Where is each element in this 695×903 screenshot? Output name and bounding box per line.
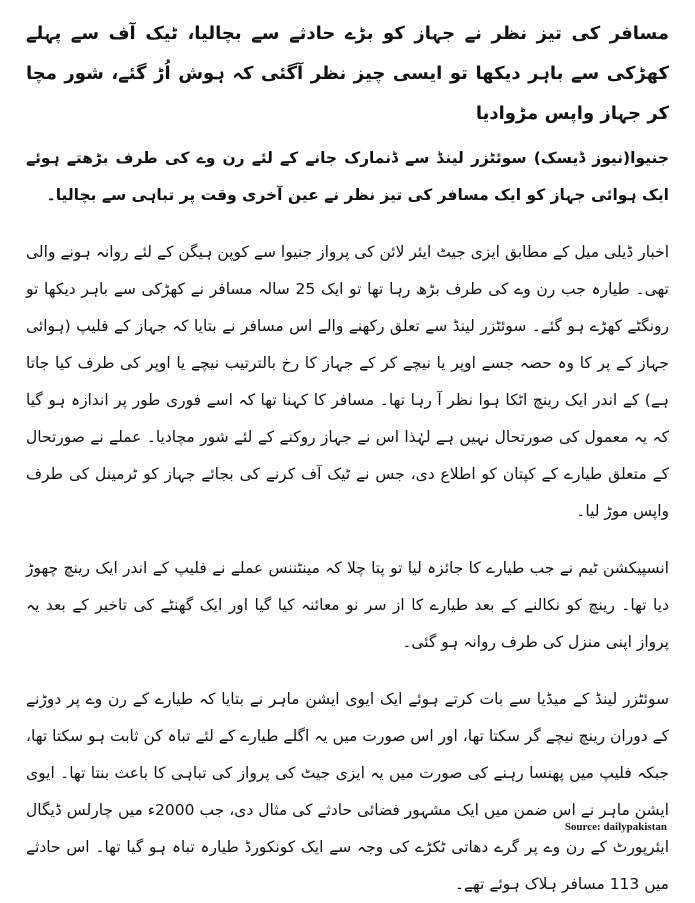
article-paragraph-1: اخبار ڈیلی میل کے مطابق ایزی جیٹ ایئر لائن کی پرواز جنیوا سے کوپن ہیگن کے لئے روانہ ہونے والی تھی۔ طیارہ جب رن وے کی طرف بڑھ رہا تھا تو ایک 25 سالہ مسافر نے کھڑکی سے باہر دیکھا تو رونگٹے کھڑے ہو گئے۔ سوئٹزر لینڈ سے تعلق رکھنے والے اس مسافر نے بتایا کہ جہاز کے فلیپ (ہوائی جہاز کے پر کا وہ حصہ جسے اوپر یا نیچے کر کے جہاز کا رخ بالترتیب نیچے یا اوپر کی طرف کیا جاتا ہے) کے اندر ایک رینچ اٹکا ہوا نظر آ رہا تھا۔ مسافر کا کہنا تھا کہ اسے فوری طور پر اندازہ ہو گیا کہ یہ معمول کی صورتحال نہیں ہے لہٰذا اس نے جہاز روکنے کے لئے شور مچادیا۔ عملے نے صورتحال کے متعلق طیارے کے کپتان کو اطلاع دی، جس نے ٹیک آف کرنے کی بجائے جہاز کو ٹرمینل کی طرف واپس موڑ لیا۔ [26, 243, 669, 520]
source-credit: Source: dailypakistan [564, 821, 667, 833]
article-paragraph-2: انسپیکشن ٹیم نے جب طیارے کا جائزہ لیا تو پتا چلا کہ مینٹننس عملے نے فلیپ کے اندر ایک رینچ چھوڑ دیا تھا۔ رینچ کو نکالنے کے بعد طیارے کا از سر نو معائنہ کیا گیا اور ایک گھنٹے کی تاخیر کے بعد یہ پرواز اپنی منزل کی طرف روانہ ہو گئی۔ [26, 559, 669, 651]
article-headline: مسافر کی تیز نظر نے جہاز کو بڑے حادثے سے بچالیا، ٹیک آف سے پہلے کھڑکی سے باہر دیکھا تو ایسی چیز نظر آگئی کہ ہوش اُڑ گئے، شور مچا کر جہاز واپس مڑوادیا [26, 23, 669, 124]
article-lead: جنیوا(نیوز ڈیسک) سوئٹزر لینڈ سے ڈنمارک جانے کے لئے رن وے کی طرف بڑھتے ہوئے ایک ہوائی جہاز کو ایک مسافر کی تیز نظر نے عین آخری وقت پر تباہی سے بچالیا۔ [26, 149, 669, 204]
article-paragraph-3: سوئٹزر لینڈ کے میڈیا سے بات کرتے ہوئے ایک ایوی ایشن ماہر نے بتایا کہ طیارے کے رن وے پر دوڑنے کے دوران رینچ نیچے گر سکتا تھا، اور اس صورت میں یہ اگلے طیارے کے لئے تباہ کن ثابت ہو سکتا تھا، جبکہ فلیپ میں پھنسا رہنے کی صورت میں یہ ایزی جیٹ کی پرواز کی تباہی کا باعث بنتا تھا۔ ایوی ایشن ماہر نے اس ضمن میں ایک مشہور فضائی حادثے کی مثال دی، جب 2000ء میں چارلس ڈیگال ایئرپورٹ کے رن وے پر گرے دھاتی ٹکڑے کی وجہ سے ایک کونکورڈ طیارہ تباہ ہو گیا تھا۔ اس حادثے میں 113 مسافر ہلاک ہوئے تھے۔ [26, 690, 669, 893]
